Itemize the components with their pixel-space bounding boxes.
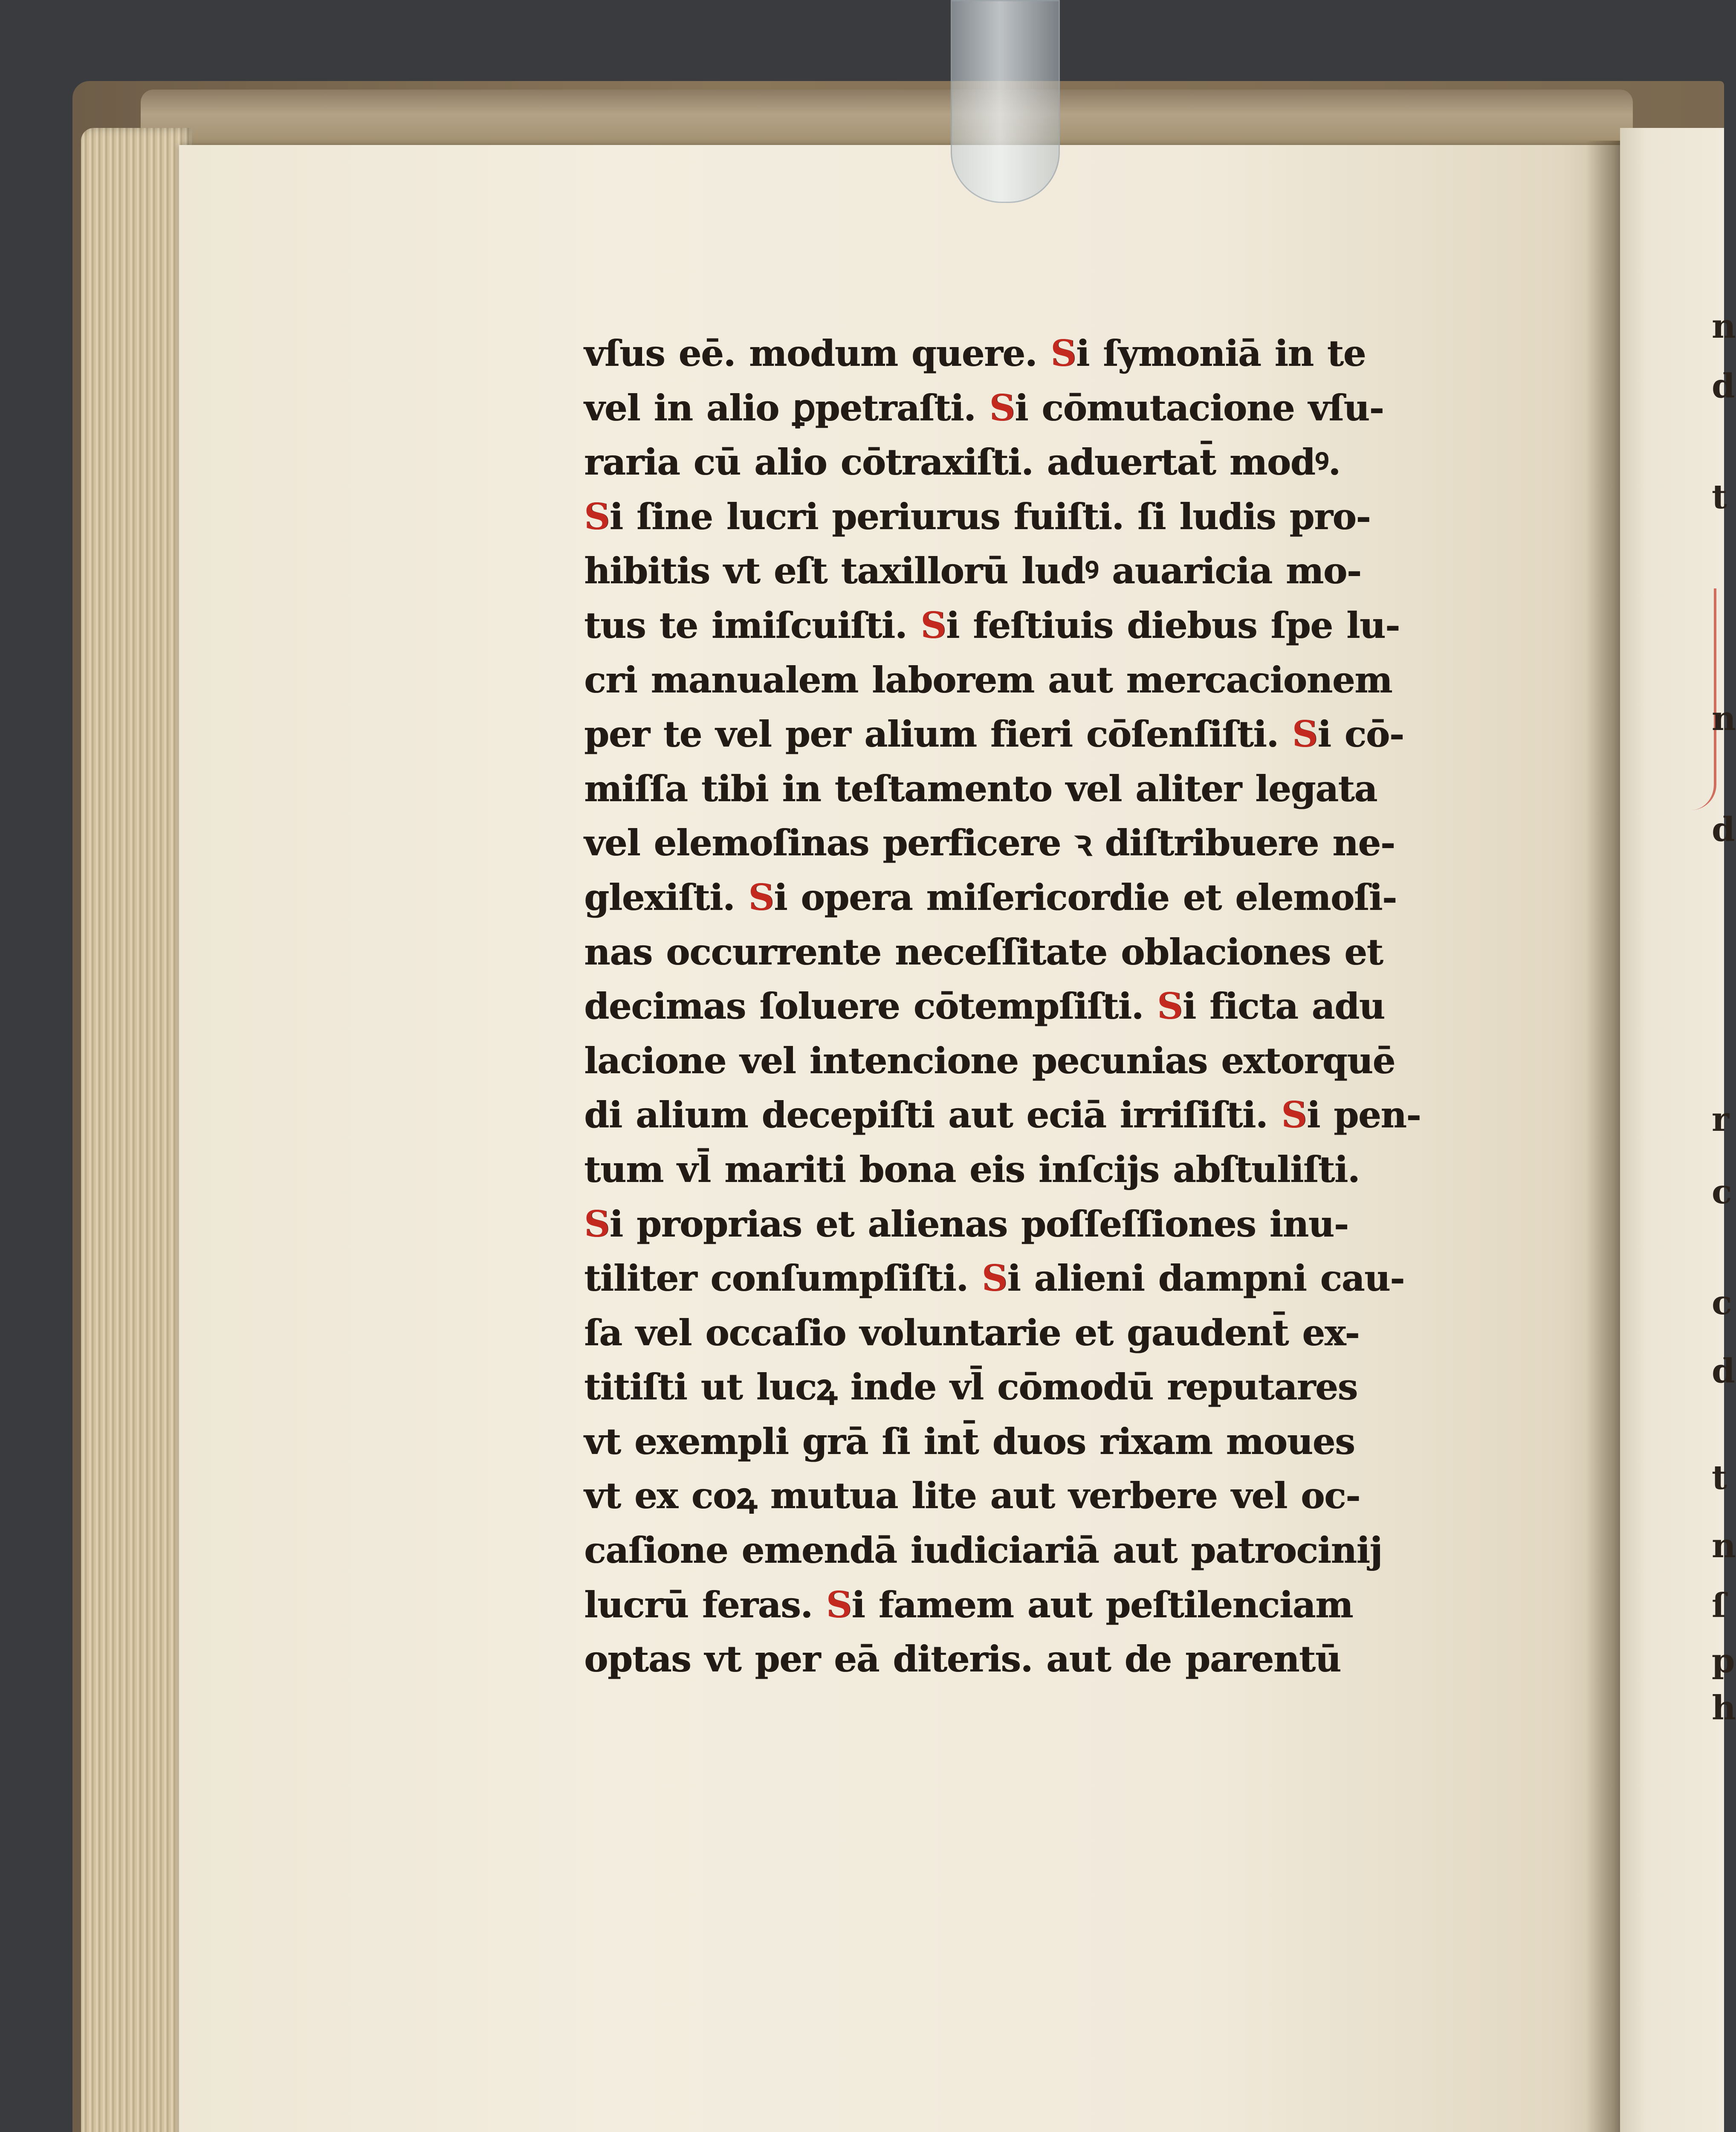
recto-margin-letter: t xyxy=(1712,478,1727,516)
text-line xyxy=(584,707,1437,762)
text-run: i ſymoniā in te xyxy=(1076,332,1366,374)
text-run: tum vl̄ mariti bona eis inſcijs abſtuliſti. xyxy=(584,1148,1360,1191)
text-line xyxy=(584,1034,1437,1088)
text-run: decimas ſoluere cōtempſiſti. xyxy=(584,985,1157,1028)
text-run: titiſti ut lucꝝ inde vl̄ cōmodū reputares xyxy=(584,1366,1357,1408)
recto-margin-letter: c xyxy=(1712,1283,1732,1322)
text-line xyxy=(584,1523,1437,1578)
text-run: i alieni dampni cau- xyxy=(1007,1257,1404,1300)
recto-margin-letter: n xyxy=(1712,307,1736,346)
text-run: vt exempli grā ſi int̄ duos rixam moues xyxy=(584,1420,1355,1463)
text-line xyxy=(584,435,1437,490)
text-line xyxy=(584,490,1437,544)
recto-margin-letter: d xyxy=(1712,1352,1735,1390)
text-run: optas vt per eā diteris. aut de parentū xyxy=(584,1638,1341,1680)
glass-page-weight-top xyxy=(951,0,1060,203)
text-line xyxy=(584,1306,1437,1360)
rubricated-initial: S xyxy=(748,876,774,918)
text-run: cri manualem laborem aut mercacionem xyxy=(584,658,1392,701)
text-run: tus te imiſcuiſti. xyxy=(584,604,921,646)
text-line xyxy=(584,1632,1437,1686)
text-line xyxy=(584,381,1437,435)
binding-top-edge xyxy=(141,90,1633,145)
text-line xyxy=(584,1578,1437,1632)
rubricated-initial: S xyxy=(920,604,946,646)
text-line xyxy=(584,925,1437,979)
text-run: i proprias et alienas poſſeſſiones inu- xyxy=(609,1202,1348,1245)
printed-text-block xyxy=(584,326,1437,1686)
text-line xyxy=(584,1469,1437,1523)
text-run: miſſa tibi in teſtamento vel aliter legata xyxy=(584,767,1377,810)
recto-page-edge xyxy=(1620,128,1724,2132)
text-run: di alium decepiſti aut eciā irriſiſti. xyxy=(584,1094,1282,1136)
text-line xyxy=(584,979,1437,1034)
text-run: vel in alio ꝑpetraſti. xyxy=(584,386,990,429)
recto-margin-letter: c xyxy=(1712,1173,1732,1211)
recto-margin-letter: d xyxy=(1712,367,1735,406)
rubricated-initial: S xyxy=(584,495,610,538)
recto-margin-letter: n xyxy=(1712,699,1736,738)
text-run: lacione vel intencione pecunias extorquē xyxy=(584,1039,1395,1082)
text-run: vel elemoſinas perficere ꝛ diſtribuere ne- xyxy=(584,822,1395,864)
text-run: i ficta adu xyxy=(1182,985,1385,1028)
rubricated-initial: S xyxy=(826,1583,852,1626)
recto-margin-letter: h xyxy=(1712,1689,1736,1727)
text-line xyxy=(584,1414,1437,1469)
text-run: hibitis vt eſt taxillorū ludꝰ auaricia mo- xyxy=(584,550,1361,592)
text-line xyxy=(584,762,1437,816)
rubricated-initial: S xyxy=(1050,332,1076,374)
text-run: nas occurrente neceſſitate oblaciones et xyxy=(584,930,1383,973)
text-run: i famem aut peſtilenciam xyxy=(851,1583,1353,1626)
gutter-shadow xyxy=(1586,141,1624,2132)
text-line xyxy=(584,544,1437,598)
recto-margin-letter: d xyxy=(1712,810,1735,849)
rubricated-initial: S xyxy=(1292,713,1318,756)
text-line xyxy=(584,1251,1437,1306)
text-run: vſus eē. modum quere. xyxy=(584,332,1051,374)
rubricated-initial: S xyxy=(1281,1094,1307,1136)
text-run: i cō- xyxy=(1317,713,1404,756)
text-line xyxy=(584,870,1437,925)
text-line xyxy=(584,1197,1437,1251)
text-run: glexiſti. xyxy=(584,876,749,918)
recto-margin-letter: p xyxy=(1712,1642,1735,1680)
text-line xyxy=(584,1088,1437,1142)
rubricated-initial: S xyxy=(1157,985,1183,1028)
text-run: i pen- xyxy=(1306,1094,1421,1136)
rubricated-initial: S xyxy=(584,1202,610,1245)
text-line xyxy=(584,326,1437,381)
text-run: lucrū feras. xyxy=(584,1583,826,1626)
text-line xyxy=(584,1360,1437,1414)
text-run: i cōmutacione vſu- xyxy=(1015,386,1384,429)
text-run: ſa vel occaſio voluntarie et gaudent̄ ex- xyxy=(584,1311,1360,1354)
page-fore-edges xyxy=(81,128,192,2132)
recto-margin-letter: n xyxy=(1712,1527,1736,1565)
recto-margin-letter: r xyxy=(1712,1100,1730,1139)
text-run: tiliter conſumpſiſti. xyxy=(584,1257,982,1300)
text-line xyxy=(584,1142,1437,1197)
text-run: raria cū alio cōtraxiſti. aduertat̄ modꝰ. xyxy=(584,441,1340,484)
text-run: per te vel per alium fieri cōſenſiſti. xyxy=(584,713,1292,756)
text-run: vt ex coꝝ mutua lite aut verbere vel oc- xyxy=(584,1474,1360,1517)
recto-margin-letter: t xyxy=(1712,1458,1727,1497)
rubricated-initial: S xyxy=(981,1257,1007,1300)
recto-margin-letter: ſ xyxy=(1712,1586,1726,1625)
text-run: caſione emendā iudiciariā aut patrocinij xyxy=(584,1529,1382,1572)
text-run: i ſine lucri periurus fuiſti. ſi ludis pro- xyxy=(609,495,1371,538)
text-run: i opera miſericordie et elemoſi- xyxy=(774,876,1397,918)
text-line xyxy=(584,598,1437,653)
rubricated-initial: S xyxy=(989,386,1015,429)
text-run: i feſtiuis diebus ſpe lu- xyxy=(946,604,1400,646)
text-line xyxy=(584,816,1437,870)
text-line xyxy=(584,653,1437,707)
